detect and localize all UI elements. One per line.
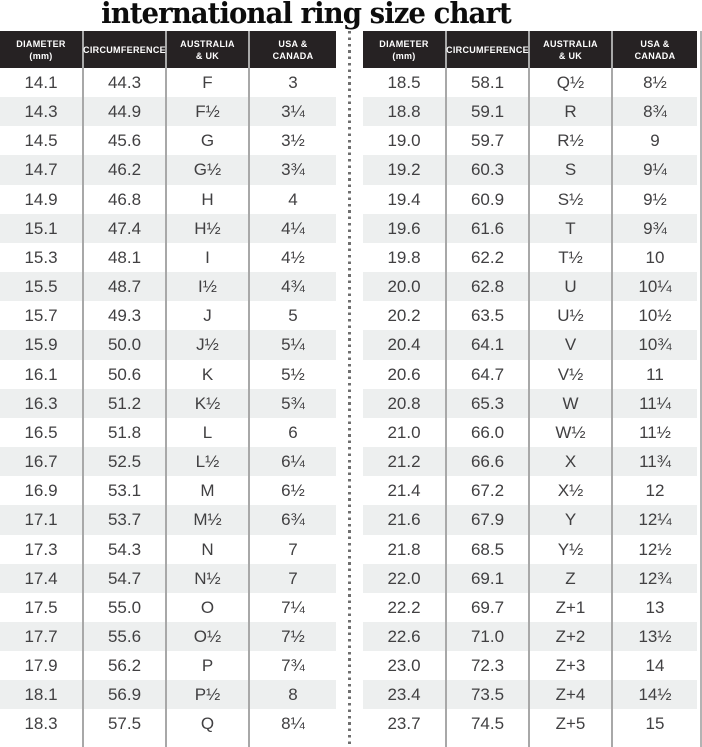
table-cell: 71.0 [447, 622, 530, 651]
table-cell: 17.7 [0, 622, 84, 651]
table-row [0, 593, 336, 622]
table-cell: 18.8 [363, 97, 447, 126]
table-cell: 11 [646, 364, 664, 384]
table-cell: 48.7 [84, 272, 167, 301]
table-cell-empty [84, 739, 167, 747]
table-row [0, 360, 336, 389]
table-row [0, 272, 336, 301]
table-cell: X [530, 447, 613, 476]
table-cell: W½ [530, 418, 613, 447]
table-cell: 19.4 [363, 185, 447, 214]
table-cell: S [530, 155, 613, 184]
table-row [0, 651, 336, 680]
table-cell: L [167, 418, 250, 447]
table-row [363, 97, 697, 126]
table-cell: 16.5 [0, 418, 84, 447]
table-cell: 67.9 [447, 505, 530, 534]
table-row [0, 535, 336, 564]
table-cell: 6½ [281, 481, 305, 501]
table-cell: 15.7 [0, 301, 84, 330]
table-cell: W [530, 389, 613, 418]
table-row [0, 505, 336, 534]
table-cell: 3¼ [281, 102, 305, 122]
table-cell: 20.8 [363, 389, 447, 418]
table-cell: 8¾ [643, 102, 667, 122]
table-row [0, 418, 336, 447]
table-cell: 23.0 [363, 651, 447, 680]
table-cell: Q [167, 709, 250, 738]
table-cell: 21.6 [363, 505, 447, 534]
table-cell: 56.2 [84, 651, 167, 680]
table-cell: 14 [645, 656, 665, 676]
table-cell: 10¼ [638, 277, 672, 297]
table-cell: Y½ [530, 535, 613, 564]
table-cell: J½ [167, 330, 250, 359]
table-row [0, 389, 336, 418]
column-header-line: CANADA [272, 50, 314, 61]
table-row [0, 680, 336, 709]
column-header-diameter [363, 31, 447, 68]
table-cell: X½ [530, 476, 613, 505]
table-row [363, 243, 697, 272]
table-cell: 67.2 [447, 476, 530, 505]
table-cell: 62.8 [447, 272, 530, 301]
table-cell: Y [530, 505, 613, 534]
table-cell: 11¾ [639, 452, 671, 472]
table-cell: 14.1 [0, 68, 84, 97]
ring-size-table-right [363, 31, 697, 747]
table-cell: 51.8 [84, 418, 167, 447]
ring-size-table-left [0, 31, 336, 747]
table-cell: 74.5 [447, 709, 530, 738]
column-header-diameter [0, 31, 84, 68]
table-cell: I½ [167, 272, 250, 301]
table-cell: 56.9 [84, 680, 167, 709]
table-cell: 4¾ [281, 277, 305, 297]
table-cell: 9¾ [643, 218, 667, 238]
column-header-australia-uk [167, 31, 250, 68]
table-cell: 19.2 [363, 155, 447, 184]
table-cell: 16.3 [0, 389, 84, 418]
table-cell: 6 [288, 422, 298, 442]
table-cell: 57.5 [84, 709, 167, 738]
table-cell: 3¾ [281, 160, 305, 180]
table-row [0, 622, 336, 651]
table-cell: T½ [530, 243, 613, 272]
table-cell: 14.5 [0, 126, 84, 155]
table-cell: 46.8 [84, 185, 167, 214]
table-cell: O [167, 593, 250, 622]
table-cell: O½ [167, 622, 250, 651]
table-cell: 12 [645, 481, 665, 501]
table-cell: 5¼ [281, 335, 305, 355]
table-cell: 14.3 [0, 97, 84, 126]
table-cell: 14.7 [0, 155, 84, 184]
table-cell: 16.7 [0, 447, 84, 476]
table-cell: 12¼ [638, 510, 672, 530]
table-cell: 6¾ [281, 510, 305, 530]
table-cell: G [167, 126, 250, 155]
table-row [0, 126, 336, 155]
table-cell: 15 [645, 714, 665, 734]
table-cell: T [530, 214, 613, 243]
column-header-line: (mm) [392, 50, 416, 61]
table-cell: 18.3 [0, 709, 84, 738]
table-cell: 55.0 [84, 593, 167, 622]
table-cell: V [530, 330, 613, 359]
table-cell: 6¼ [281, 452, 305, 472]
table-cell: 9 [650, 131, 660, 151]
table-row [0, 330, 336, 359]
table-cell: 22.0 [363, 564, 447, 593]
table-cell: N½ [167, 564, 250, 593]
table-cell: 23.4 [363, 680, 447, 709]
table-bottom-spacer [363, 739, 697, 747]
table-cell: 15.1 [0, 214, 84, 243]
table-cell: 4½ [281, 247, 305, 267]
table-row [363, 535, 697, 564]
table-row [0, 447, 336, 476]
table-cell-empty [0, 739, 84, 747]
table-cell: 17.4 [0, 564, 84, 593]
table-cell: 55.6 [84, 622, 167, 651]
column-header-line: CIRCUMFERENCE [446, 44, 529, 55]
table-cell: J [167, 301, 250, 330]
table-cell: 5¾ [281, 393, 305, 413]
table-cell: Z+3 [530, 651, 613, 680]
table-cell: R½ [530, 126, 613, 155]
table-cell: 11½ [639, 422, 671, 442]
table-row [363, 330, 697, 359]
table-cell: 4¼ [281, 218, 305, 238]
column-header-line: & UK [195, 50, 220, 61]
table-cell: 50.6 [84, 360, 167, 389]
table-cell-empty [530, 739, 613, 747]
table-cell: G½ [167, 155, 250, 184]
table-cell: 22.6 [363, 622, 447, 651]
table-row [363, 476, 697, 505]
table-cell: 15.9 [0, 330, 84, 359]
table-row [0, 564, 336, 593]
table-cell: 72.3 [447, 651, 530, 680]
table-cell: 53.7 [84, 505, 167, 534]
table-cell: 17.5 [0, 593, 84, 622]
table-cell: Z+1 [530, 593, 613, 622]
table-cell: 14½ [638, 685, 672, 705]
table-cell: V½ [530, 360, 613, 389]
table-cell: 52.5 [84, 447, 167, 476]
table-cell: 53.1 [84, 476, 167, 505]
table-row [0, 97, 336, 126]
table-cell: 45.6 [84, 126, 167, 155]
table-cell: 44.3 [84, 68, 167, 97]
table-row [0, 68, 336, 97]
table-cell: 54.7 [84, 564, 167, 593]
table-row [0, 709, 336, 738]
column-header-circumference [84, 31, 167, 68]
table-cell: 13½ [638, 626, 672, 646]
table-cell: 68.5 [447, 535, 530, 564]
table-cell: 8½ [643, 73, 667, 92]
table-cell: 21.0 [363, 418, 447, 447]
table-row [363, 709, 697, 738]
table-cell: P [167, 651, 250, 680]
table-row [363, 185, 697, 214]
table-cell: K½ [167, 389, 250, 418]
table-cell: 54.3 [84, 535, 167, 564]
table-cell: M½ [167, 505, 250, 534]
table-cell: 15.5 [0, 272, 84, 301]
table-row [363, 272, 697, 301]
table-cell: Z+2 [530, 622, 613, 651]
column-header-line: AUSTRALIA [180, 38, 235, 49]
table-cell: 21.4 [363, 476, 447, 505]
table-cell: 20.0 [363, 272, 447, 301]
table-cell: I [167, 243, 250, 272]
table-cell: 5½ [281, 364, 305, 384]
table-cell: 66.0 [447, 418, 530, 447]
column-header-line: DIAMETER [379, 38, 429, 49]
table-cell: 19.8 [363, 243, 447, 272]
table-row [363, 126, 697, 155]
table-cell: 17.9 [0, 651, 84, 680]
table-cell: 19.6 [363, 214, 447, 243]
table-cell: 69.1 [447, 564, 530, 593]
table-cell: F [167, 68, 250, 97]
table-cell: P½ [167, 680, 250, 709]
table-cell-empty [250, 739, 336, 747]
table-cell: 62.2 [447, 243, 530, 272]
table-cell: 23.7 [363, 709, 447, 738]
table-cell: 11¼ [639, 393, 671, 413]
table-cell: 3 [288, 73, 298, 92]
table-cell: 12¾ [638, 568, 672, 588]
table-cell: 50.0 [84, 330, 167, 359]
table-cell: H [167, 185, 250, 214]
table-row [0, 155, 336, 184]
table-cell: 64.7 [447, 360, 530, 389]
table-cell-empty [363, 739, 447, 747]
table-cell: 51.2 [84, 389, 167, 418]
table-cell: 47.4 [84, 214, 167, 243]
table-row [363, 651, 697, 680]
table-cell: 58.1 [447, 68, 530, 97]
column-header-line: (mm) [29, 50, 53, 61]
table-cell: 15.3 [0, 243, 84, 272]
column-header-line: AUSTRALIA [543, 38, 598, 49]
table-cell: 4 [288, 189, 298, 209]
column-header-line: CIRCUMFERENCE [83, 44, 166, 55]
table-cell-empty [613, 739, 697, 747]
table-cell: 9¼ [643, 160, 667, 180]
table-cell: 10¾ [638, 335, 672, 355]
table-cell: 8¼ [281, 714, 305, 734]
table-row [0, 243, 336, 272]
table-cell: 60.9 [447, 185, 530, 214]
table-cell: 21.2 [363, 447, 447, 476]
table-cell: M [167, 476, 250, 505]
table-cell: Z+5 [530, 709, 613, 738]
table-row [0, 185, 336, 214]
table-cell: H½ [167, 214, 250, 243]
table-cell: 63.5 [447, 301, 530, 330]
table-cell: 20.6 [363, 360, 447, 389]
table-cell: 61.6 [447, 214, 530, 243]
column-header-line: CANADA [634, 50, 676, 61]
table-cell: 5 [288, 306, 298, 326]
column-header-line: & UK [558, 50, 583, 61]
table-cell: Z+4 [530, 680, 613, 709]
table-row [0, 476, 336, 505]
table-cell: 69.7 [447, 593, 530, 622]
table-cell-empty [447, 739, 530, 747]
table-cell: 48.1 [84, 243, 167, 272]
table-row [363, 622, 697, 651]
table-cell: L½ [167, 447, 250, 476]
table-row [363, 389, 697, 418]
table-cell: R [530, 97, 613, 126]
table-row [363, 680, 697, 709]
table-cell: 7¼ [281, 597, 305, 617]
column-header-line: USA & [278, 38, 308, 49]
table-cell: 19.0 [363, 126, 447, 155]
column-header-line: USA & [640, 38, 670, 49]
table-row [363, 301, 697, 330]
table-cell: U½ [530, 301, 613, 330]
table-cell: 3½ [281, 131, 305, 151]
table-cell: 22.2 [363, 593, 447, 622]
table-cell: 7 [288, 568, 298, 588]
table-cell: 66.6 [447, 447, 530, 476]
table-cell: 20.2 [363, 301, 447, 330]
table-cell-empty [167, 739, 250, 747]
table-row [363, 418, 697, 447]
column-header-usa-canada [613, 31, 697, 68]
table-cell: 7½ [281, 626, 305, 646]
table-cell: K [167, 360, 250, 389]
column-header-circumference [447, 31, 530, 68]
table-cell: 59.1 [447, 97, 530, 126]
table-cell: 7 [288, 539, 298, 559]
column-header-line: DIAMETER [16, 38, 66, 49]
table-cell: 17.3 [0, 535, 84, 564]
table-row [363, 360, 697, 389]
table-row [0, 301, 336, 330]
table-row [0, 214, 336, 243]
table-cell: 8 [288, 685, 298, 705]
column-header-australia-uk [530, 31, 613, 68]
table-cell: Z [530, 564, 613, 593]
table-cell: 73.5 [447, 680, 530, 709]
table-bottom-spacer [0, 739, 336, 747]
table-header-row [0, 31, 336, 68]
table-cell: 20.4 [363, 330, 447, 359]
table-cell: 59.7 [447, 126, 530, 155]
table-cell: 16.1 [0, 360, 84, 389]
table-cell: S½ [530, 185, 613, 214]
table-row [363, 447, 697, 476]
table-cell: 64.1 [447, 330, 530, 359]
table-row [363, 68, 697, 97]
dotted-divider [348, 31, 351, 747]
table-row [363, 564, 697, 593]
table-row [363, 214, 697, 243]
table-row [363, 155, 697, 184]
table-cell: 49.3 [84, 301, 167, 330]
table-cell: 18.5 [363, 68, 447, 97]
table-row [363, 505, 697, 534]
table-cell: 14.9 [0, 185, 84, 214]
page-title: international ring size chart [101, 0, 511, 30]
table-cell: U [530, 272, 613, 301]
table-cell: Q½ [530, 68, 613, 97]
table-cell: 10 [645, 247, 665, 267]
table-cell: 16.9 [0, 476, 84, 505]
table-row [363, 593, 697, 622]
table-cell: F½ [167, 97, 250, 126]
table-cell: 65.3 [447, 389, 530, 418]
table-cell: 7¾ [281, 656, 305, 676]
table-cell: 21.8 [363, 535, 447, 564]
table-cell: 44.9 [84, 97, 167, 126]
table-cell: 17.1 [0, 505, 84, 534]
table-cell: 60.3 [447, 155, 530, 184]
table-cell: 9½ [643, 189, 667, 209]
table-cell: N [167, 535, 250, 564]
table-cell: 10½ [638, 306, 672, 326]
table-cell: 13 [645, 597, 665, 617]
column-header-usa-canada [250, 31, 336, 68]
table-header-row [363, 31, 697, 68]
table-cell: 46.2 [84, 155, 167, 184]
table-cell: 18.1 [0, 680, 84, 709]
table-cell: 12½ [638, 539, 672, 559]
